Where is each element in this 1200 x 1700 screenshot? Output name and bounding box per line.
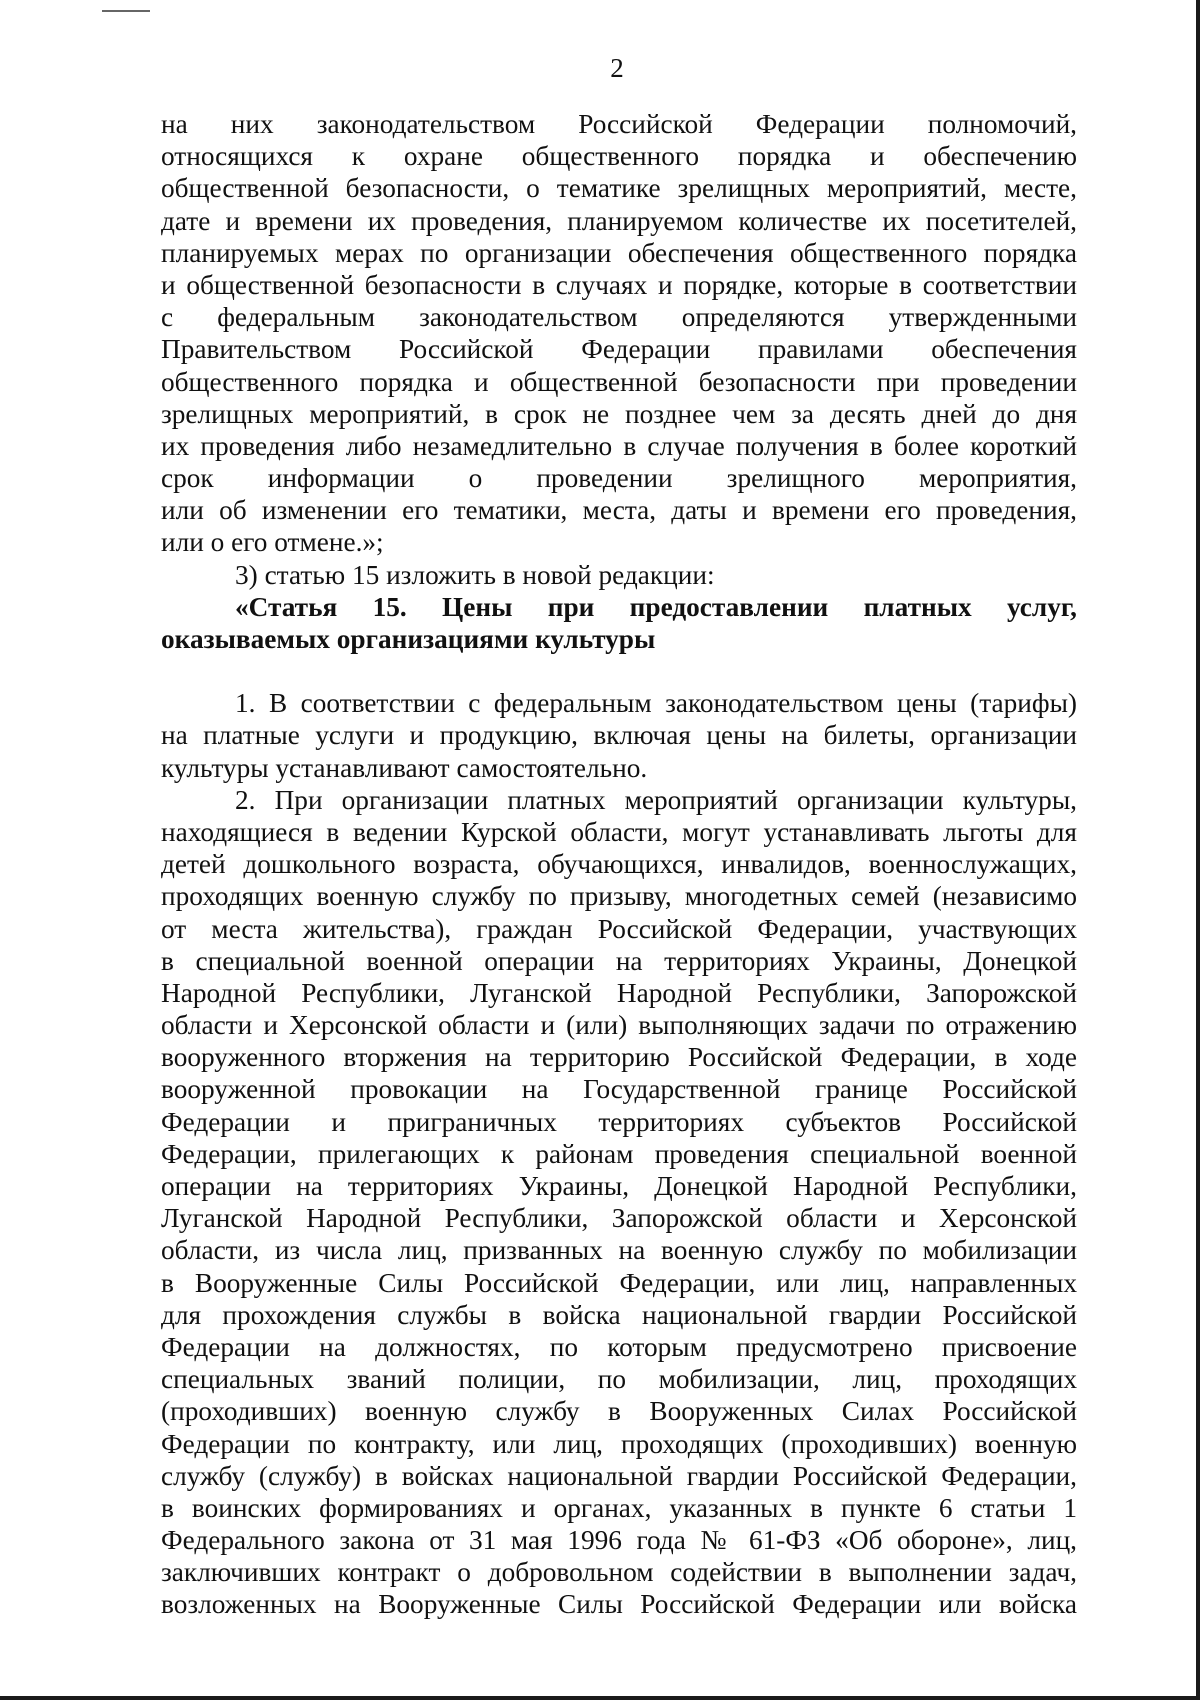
text-line: вооруженного вторжения на территорию Российской Федерации, в ходе (161, 1042, 1077, 1073)
article-item-2 (161, 784, 1077, 1621)
text-line: службу (службу) в войсках национальной гвардии Российской Федерации, (161, 1460, 1077, 1491)
text-line: срок информации о проведении зрелищного мероприятия, (161, 463, 1077, 494)
text-line: Федерации, прилегающих к районам проведения специальной военной (161, 1138, 1077, 1169)
article-item-1 (161, 687, 1077, 784)
document-body (161, 108, 1077, 1621)
blank-line (161, 655, 1077, 687)
text-line: заключивших контракт о добровольном содействии в выполнении задач, (161, 1557, 1077, 1588)
text-line: на них законодательством Российской Федерации полномочий, (161, 109, 1077, 139)
text-line: планируемых мерах по организации обеспечения общественного порядка (161, 237, 1077, 268)
text-line: для прохождения службы в войска национальной гвардии Российской (161, 1299, 1077, 1330)
text-line: или о его отмене.»; (161, 527, 384, 558)
text-line: от места жительства), граждан Российской Федерации, участвующих (161, 913, 1077, 944)
text-line: общественного порядка и общественной безопасности при проведении (161, 366, 1077, 397)
text-line: Народной Республики, Луганской Народной Республики, Запорожской (161, 977, 1077, 1008)
text-line: на платные услуги и продукцию, включая цены на билеты, организации (161, 720, 1077, 751)
text-line: 2. При организации платных мероприятий организации культуры, (235, 784, 1077, 815)
text-line: или об изменении его тематики, места, даты и времени его проведения, (161, 495, 1077, 526)
text-line: в Вооруженные Силы Российской Федерации, или лиц, направленных (161, 1267, 1077, 1298)
text-line: области и Херсонской области и (или) выполняющих задачи по отражению (161, 1010, 1077, 1041)
page-number: 2 (610, 53, 624, 83)
text-line: возложенных на Вооруженные Силы Российской Федерации или войска (161, 1589, 1077, 1620)
text-line: с федеральным законодательством определяются утвержденными (161, 302, 1077, 333)
text-line: и общественной безопасности в случаях и порядке, которые в соответствии (161, 269, 1077, 300)
text-line: общественной безопасности, о тематике зрелищных мероприятий, месте, (161, 173, 1077, 204)
paragraph-amendment-instruction (161, 559, 1077, 591)
text-line: Луганской Народной Республики, Запорожской области и Херсонской (161, 1203, 1077, 1234)
page-edge-right (1196, 0, 1200, 1700)
text-line: Федерации по контракту, или лиц, проходящих (проходивших) военную (161, 1428, 1077, 1459)
text-line: специальных званий полиции, по мобилизации, лиц, проходящих (161, 1364, 1077, 1395)
heading-line: оказываемых организациями культуры (161, 624, 656, 654)
page-edge-bottom (0, 1696, 1200, 1700)
text-line: 1. В соответствии с федеральным законодательством цены (тарифы) (235, 688, 1077, 719)
article-heading (161, 591, 1077, 655)
paragraph-continuation (161, 108, 1077, 559)
text-line: Федерации и приграничных территориях субъектов Российской (161, 1106, 1077, 1137)
text-line: в специальной военной операции на территориях Украины, Донецкой (161, 945, 1077, 976)
text-line: проходящих военную службу по призыву, многодетных семей (независимо (161, 881, 1077, 912)
text-line: Правительством Российской Федерации правилами обеспечения (161, 334, 1077, 365)
text-line: зрелищных мероприятий, в срок не позднее чем за десять дней до дня (161, 398, 1077, 429)
text-line: 3) статью 15 изложить в новой редакции: (235, 559, 715, 590)
text-line: вооруженной провокации на Государственной границе Российской (161, 1074, 1077, 1105)
text-line: в воинских формированиях и органах, указанных в пункте 6 статьи 1 (161, 1492, 1077, 1523)
text-line: (проходивших) военную службу в Вооруженных Силах Российской (161, 1396, 1077, 1427)
text-line: Федерации на должностях, по которым предусмотрено присвоение (161, 1331, 1077, 1362)
text-line: операции на территориях Украины, Донецкой Народной Республики, (161, 1171, 1077, 1201)
text-line: находящиеся в ведении Курской области, могут устанавливать льготы для (161, 816, 1077, 847)
text-line: дате и времени их проведения, планируемом количестве их посетителей, (161, 205, 1077, 236)
text-line: культуры устанавливают самостоятельно. (161, 752, 648, 783)
text-line: их проведения либо незамедлительно в случае получения в более короткий (161, 430, 1077, 461)
text-line: детей дошкольного возраста, обучающихся, инвалидов, военнослужащих, (161, 849, 1077, 880)
text-line: области, из числа лиц, призванных на военную службу по мобилизации (161, 1235, 1077, 1266)
text-line: Федерального закона от 31 мая 1996 года № 61-ФЗ «Об обороне», лиц, (161, 1525, 1077, 1556)
heading-line: «Статья 15. Цены при предоставлении платных услуг, (235, 591, 1077, 622)
scan-mark (102, 10, 150, 12)
text-line: относящихся к охране общественного порядка и обеспечению (161, 141, 1077, 172)
